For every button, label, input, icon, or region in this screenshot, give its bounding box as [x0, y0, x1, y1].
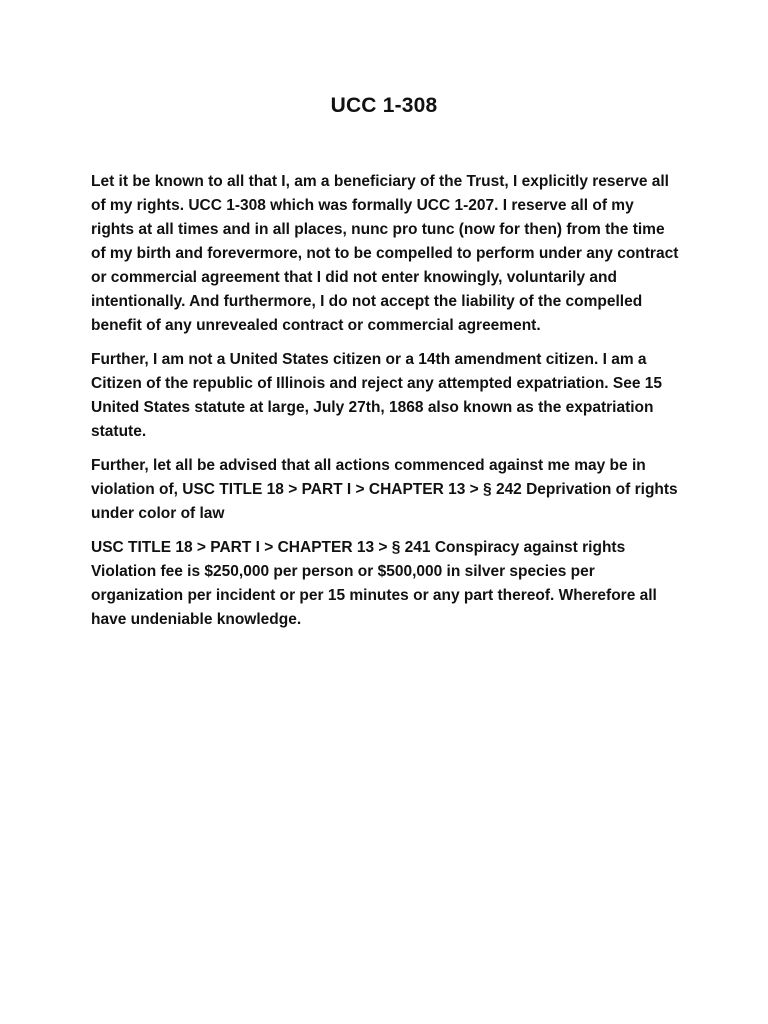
paragraph-citizenship: Further, I am not a United States citizen or a 14th amendment citizen. I am a Citizen of the republic of Illinois and reject any attempted expatriation. See 15 United States statute at large, July 27th, 1868 also known as the expatriation statute. — [91, 351, 663, 440]
paragraph-deprivation-of-rights: Further, let all be advised that all actions commenced against me may be in violation of, USC TITLE 18 > PART I > CHAPTER 13 > § 242 Deprivation of rights under color of law — [91, 457, 678, 522]
document-body — [91, 170, 681, 642]
document-title: UCC 1-308 — [330, 94, 438, 117]
paragraph-trust-reservation: Let it be known to all that I, am a beneficiary of the Trust, I explicitly reserve all of my rights. UCC 1-308 which was formally UCC 1-207. I reserve all of my rights at all times and in all places, nunc pro tunc (now for then) from the time of my birth and forevermore, not to be compelled to perform under any contract or commercial agreement that I did not enter knowingly, voluntarily and intentionally. And furthermore, I do not accept the liability of the compelled benefit of any unrevealed contract or commercial agreement. — [91, 173, 679, 334]
paragraph-conspiracy-against-rights: USC TITLE 18 > PART I > CHAPTER 13 > § 241 Conspiracy against rights Violation fee is $250,000 per person or $500,000 in silver species per organization per incident or per 15 minutes or any part thereof. Wherefore all have undeniable knowledge. — [91, 539, 657, 628]
